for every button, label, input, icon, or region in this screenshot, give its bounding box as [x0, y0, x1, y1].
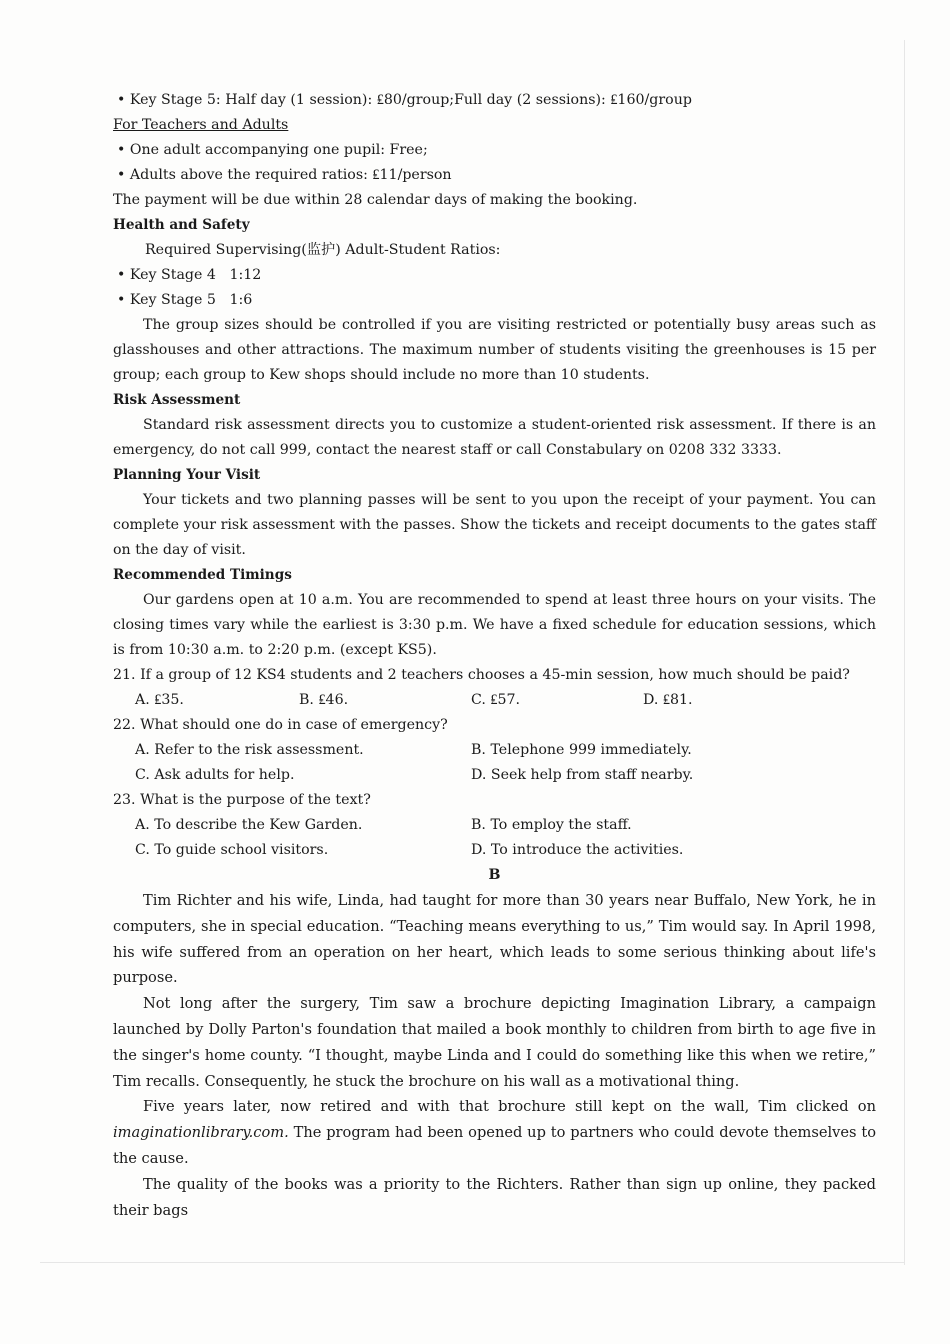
imagination-library-link[interactable]: imaginationlibrary.com. [113, 1124, 289, 1142]
question-23: 23. What is the purpose of the text? [113, 792, 371, 808]
fee-ks5: • Key Stage 5: Half day (1 session): ₤80/group;Full day (2 sessions): ₤160/group [117, 92, 692, 108]
question-21-options [113, 688, 876, 713]
passage-b-p3-start: Five years later, now retired and with that brochure still kept on the wall, Tim clicked on [143, 1098, 876, 1116]
q23-option-a[interactable]: A. To describe the Kew Garden. [135, 817, 363, 833]
q22-option-d[interactable]: D. Seek help from staff nearby. [471, 767, 694, 783]
q22-option-b[interactable]: B. Telephone 999 immediately. [471, 742, 692, 758]
health-heading: Health and Safety [113, 217, 250, 233]
risk-heading: Risk Assessment [113, 392, 241, 408]
passage-b-paragraph-1: Tim Richter and his wife, Linda, had taught for more than 30 years near Buffalo, New York, he in computers, she in special education. “Teaching means everything to us,” Tim would say. In April 1998, his wife suffered from an operation on her heart, which leads to some serious thinking about life's purpose. [113, 892, 876, 987]
q23-option-c[interactable]: C. To guide school visitors. [135, 842, 329, 858]
passage-b-paragraph-3 [113, 1094, 876, 1171]
page-edge-right [904, 40, 905, 1265]
passage-b-paragraph-4: The quality of the books was a priority to the Richters. Rather than sign up online, they packed their bags [113, 1175, 876, 1219]
q21-option-c[interactable]: C. ₤57. [471, 692, 521, 708]
fee-adult-one: • One adult accompanying one pupil: Free; [117, 142, 428, 158]
question-22-options-row2 [113, 763, 876, 788]
risk-paragraph: Standard risk assessment directs you to customize a student-oriented risk assessment. If there is an emergency, do not call 999, contact the nearest staff or call Constabulary on 0208 332 3333. [113, 417, 876, 458]
passage-b-p3-end: The program had been opened up to partners who could devote themselves to the cause. [113, 1124, 876, 1167]
ratio-ks5: • Key Stage 5 1:6 [117, 292, 253, 308]
timings-paragraph: Our gardens open at 10 a.m. You are recommended to spend at least three hours on your visits. The closing times vary while the earliest is 3:30 p.m. We have a fixed schedule for education sessions, which is from 10:30 a.m. to 2:20 p.m. (except KS5). [113, 592, 876, 658]
ratio-ks4: • Key Stage 4 1:12 [117, 267, 262, 283]
section-b-label: B [488, 867, 501, 883]
document-body [113, 88, 876, 1223]
q23-option-b[interactable]: B. To employ the staff. [471, 817, 632, 833]
page-edge-bottom [40, 1262, 905, 1263]
health-paragraph: The group sizes should be controlled if you are visiting restricted or potentially busy areas such as glasshouses and other attractions. The maximum number of students visiting the greenhouses is 15 per group; each group to Kew shops should include no more than 10 students. [113, 317, 876, 383]
payment-note: The payment will be due within 28 calendar days of making the booking. [113, 192, 638, 208]
q21-option-a[interactable]: A. ₤35. [135, 692, 184, 708]
question-22: 22. What should one do in case of emergency? [113, 717, 448, 733]
question-23-options-row2 [113, 838, 876, 863]
q23-option-d[interactable]: D. To introduce the activities. [471, 842, 684, 858]
ratios-title: Required Supervising(监护) Adult-Student Ratios: [145, 242, 501, 258]
passage-b-paragraph-2: Not long after the surgery, Tim saw a brochure depicting Imagination Library, a campaign launched by Dolly Parton's foundation that mailed a book monthly to children from birth to age five in the singer's home county. “I thought, maybe Linda and I could do something like this when we retire,” Tim recalls. Consequently, he stuck the brochure on his wall as a motivational thing. [113, 995, 876, 1090]
fee-adult-extra: • Adults above the required ratios: ₤11/person [117, 167, 452, 183]
question-21: 21. If a group of 12 KS4 students and 2 teachers chooses a 45-min session, how much should be paid? [113, 667, 850, 683]
planning-paragraph: Your tickets and two planning passes will be sent to you upon the receipt of your payment. You can complete your risk assessment with the passes. Show the tickets and receipt documents to the gates staff on the day of visit. [113, 492, 876, 558]
q21-option-d[interactable]: D. ₤81. [643, 692, 693, 708]
q22-option-c[interactable]: C. Ask adults for help. [135, 767, 295, 783]
q21-option-b[interactable]: B. ₤46. [299, 692, 349, 708]
question-23-options-row1 [113, 813, 876, 838]
teachers-heading: For Teachers and Adults [113, 117, 289, 133]
planning-heading: Planning Your Visit [113, 467, 261, 483]
question-22-options-row1 [113, 738, 876, 763]
timings-heading: Recommended Timings [113, 567, 292, 583]
q22-option-a[interactable]: A. Refer to the risk assessment. [135, 742, 364, 758]
